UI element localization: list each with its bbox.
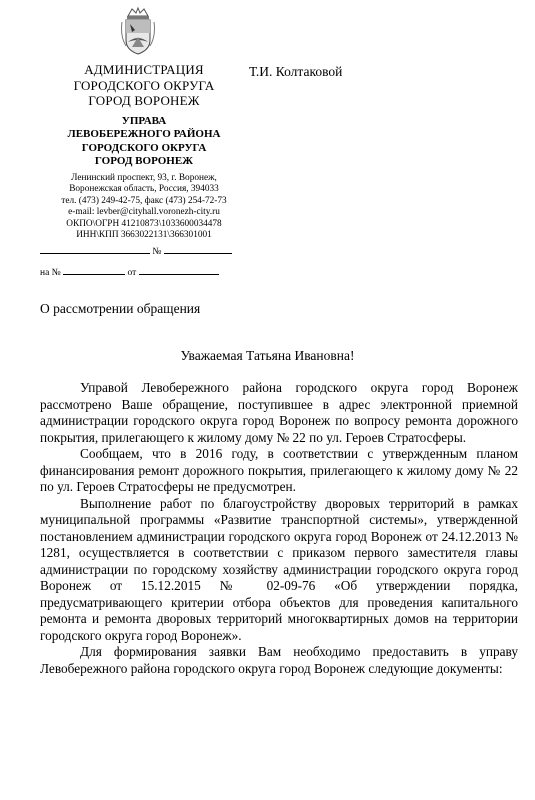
inn-kpp-line: ИНН\КПП 3663022131\366301001 (76, 230, 212, 240)
dept-name-line: ГОРОДСКОГО ОКРУГА (81, 141, 207, 154)
body-paragraph: Сообщаем, что в 2016 году, в соответствии с утвержденным планом финансирования ремонт дорожного покрытия, прилегающего к жилому дому № 22 по ул. Героев Стратосферы не предусмотрен. (40, 446, 518, 494)
address-line: Воронежская область, Россия, 394033 (69, 184, 219, 194)
salutation: Уважаемая Татьяна Ивановна! (180, 348, 355, 363)
sender-block (40, 62, 248, 242)
registration-number-line (40, 244, 236, 257)
reply-reference-line (40, 265, 236, 278)
body-paragraph: Управой Левобережного района городского округа город Воронеж рассмотрено Ваше обращение, поступившее в адрес электронной приемной администрации городского округа город Воронеж по вопросу ремонта дорожного покрытия, прилегающего к жилому дому № 22 по ул. Героев Стратосферы. (40, 380, 518, 445)
phone-line: тел. (473) 249-42-75, факс (473) 254-72-73 (61, 195, 227, 206)
okpo-ogrn-line: ОКПО\ОГРН 41210873\1033600034478 (66, 218, 222, 229)
body-paragraph: Выполнение работ по благоустройству дворовых территорий в рамках муниципальной программы «Развитие транспортной системы», утвержденной постановлением администрации городского округа город Воронеж от 24.12.2013 № 1281, осуществляется в соответствии с приказом первого заместителя главы администрации по городскому хозяйству администрации городского округа город Воронеж от 15.12.2015 № 02-09-76 «Об утверждении порядка, предусматривающего критерии отбора объектов для проведения капитального ремонта и ремонта дворовых территорий многоквартирных домов на территории городского округа город Воронеж». (40, 495, 518, 643)
number-blank (164, 244, 232, 254)
dept-name-line: УПРАВА (121, 114, 167, 127)
number-sign: № (152, 247, 162, 257)
dept-name-line: ЛЕВОБЕРЕЖНОГО РАЙОНА (67, 128, 221, 140)
email-line: e-mail: levber@cityhall.voronezh-city.ru (68, 207, 220, 217)
dept-name-line: ГОРОД ВОРОНЕЖ (94, 155, 194, 167)
org-name-line: ГОРОД ВОРОНЕЖ (88, 93, 200, 108)
letter-subject: О рассмотрении обращения (40, 301, 201, 316)
reply-date-blank (139, 265, 219, 275)
letter-body (40, 380, 518, 677)
reply-number-blank (63, 265, 125, 275)
date-blank (40, 244, 150, 254)
recipient-name: Т.И. Колтаковой (249, 64, 343, 79)
reply-from-label: от (127, 268, 137, 278)
org-name-line: АДМИНИСТРАЦИЯ (84, 62, 204, 77)
org-name-line: ГОРОДСКОГО ОКРУГА (73, 77, 215, 93)
body-paragraph: Для формирования заявки Вам необходимо предоставить в управу Левобережного района городского округа город Воронеж следующие документы: (40, 644, 518, 676)
coat-of-arms-icon (120, 6, 156, 56)
address-line: Ленинский проспект, 93, г. Воронеж, (71, 172, 217, 183)
reply-number-prefix: на № (40, 268, 61, 278)
